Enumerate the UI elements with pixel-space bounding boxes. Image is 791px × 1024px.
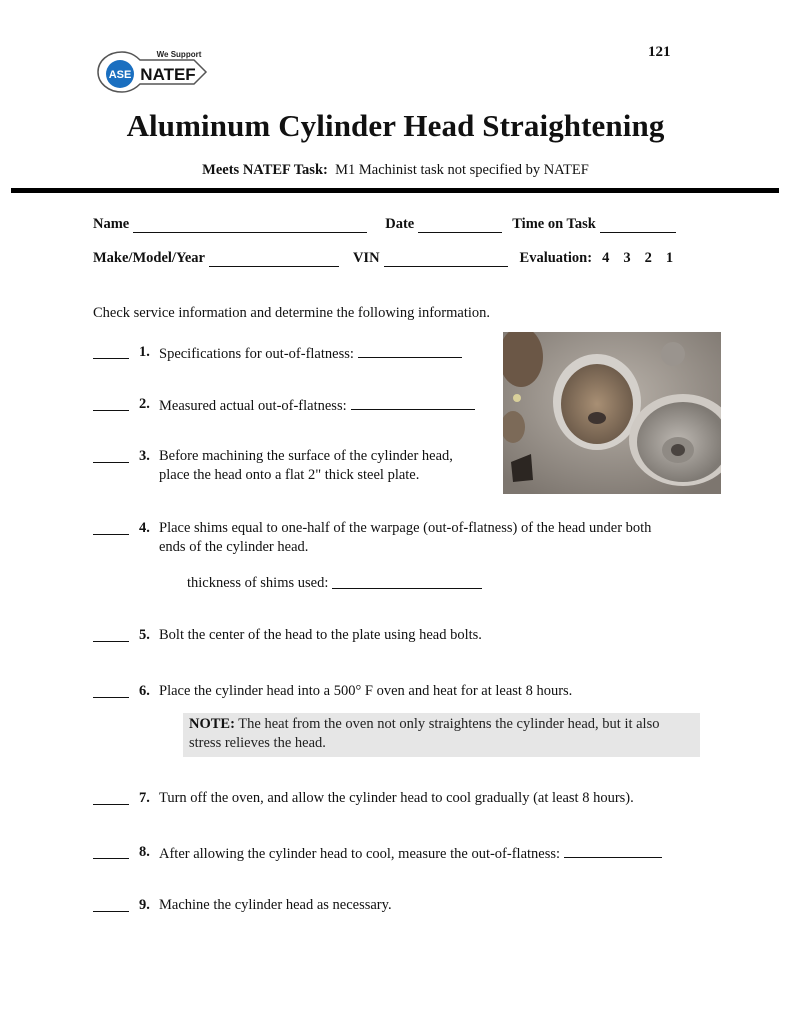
step-2-answer-field[interactable]: [351, 395, 475, 410]
evaluation-score-1[interactable]: 1: [665, 250, 674, 266]
step-8: [93, 843, 662, 864]
step-7: [93, 789, 634, 808]
step-5-number: 5.: [139, 627, 150, 643]
step-2-number: 2.: [139, 396, 150, 412]
note-label: NOTE:: [189, 716, 235, 732]
step-7-checkbox-line[interactable]: [93, 789, 129, 805]
natef-task-line: [0, 162, 791, 179]
evaluation-score-4[interactable]: 4: [602, 250, 610, 266]
step-6-checkbox-line[interactable]: [93, 682, 129, 698]
step-1-answer-field[interactable]: [358, 343, 462, 358]
step-8-text: After allowing the cylinder head to cool, measure the out-of-flatness:: [159, 846, 561, 862]
step-4-sub: [187, 574, 482, 593]
intro-text: Check service information and determine the following information.: [93, 305, 491, 321]
step-2: [93, 395, 475, 416]
name-field[interactable]: [133, 218, 367, 233]
svg-text:We Support: We Support: [156, 50, 202, 59]
date-field[interactable]: [418, 218, 502, 233]
task-label: Meets NATEF Task:: [202, 162, 328, 178]
vin-field[interactable]: [384, 252, 508, 267]
form-row-1: [93, 216, 676, 233]
make-model-year-field[interactable]: [209, 252, 339, 267]
step-7-text: Turn off the oven, and allow the cylinder head to cool gradually (at least 8 hours).: [159, 790, 634, 806]
page-number: 121: [648, 44, 671, 60]
step-5: [93, 626, 482, 645]
step-2-text: Measured actual out-of-flatness:: [159, 398, 347, 414]
step-9-checkbox-line[interactable]: [93, 896, 129, 912]
step-1-text: Specifications for out-of-flatness:: [159, 346, 354, 362]
shim-thickness-label: thickness of shims used:: [187, 575, 329, 591]
step-8-number: 8.: [139, 844, 150, 860]
note-box: [183, 713, 700, 757]
step-9: [93, 896, 392, 915]
step-2-checkbox-line[interactable]: [93, 395, 129, 411]
step-9-text: Machine the cylinder head as necessary.: [159, 897, 392, 913]
step-3-text-line-2: place the head onto a flat 2" thick steel plate.: [159, 467, 420, 483]
evaluation-score-3[interactable]: 3: [623, 250, 631, 266]
step-1-number: 1.: [139, 344, 150, 360]
cylinder-head-image-icon: [503, 332, 721, 494]
date-label: Date: [385, 216, 415, 232]
note-text: The heat from the oven not only straightens the cylinder head, but it also stress relieves the head.: [189, 716, 660, 751]
form-row-2: [93, 250, 673, 267]
step-9-number: 9.: [139, 897, 150, 913]
step-3: [93, 447, 453, 485]
step-8-answer-field[interactable]: [564, 843, 662, 858]
step-6-text: Place the cylinder head into a 500° F oven and heat for at least 8 hours.: [159, 683, 573, 699]
step-6-number: 6.: [139, 683, 150, 699]
time-on-task-field[interactable]: [600, 218, 676, 233]
step-4-text-line-2: ends of the cylinder head.: [159, 539, 309, 555]
task-value: M1 Machinist task not specified by NATEF: [335, 162, 589, 178]
cylinder-head-photo: [503, 332, 721, 494]
step-1: [93, 343, 462, 364]
svg-text:ASE: ASE: [108, 69, 132, 81]
step-5-text: Bolt the center of the head to the plate using head bolts.: [159, 627, 482, 643]
step-4-checkbox-line[interactable]: [93, 519, 129, 535]
shim-thickness-field[interactable]: [332, 574, 482, 589]
step-5-checkbox-line[interactable]: [93, 626, 129, 642]
time-on-task-label: Time on Task: [512, 216, 596, 232]
step-4: [93, 519, 651, 557]
step-1-checkbox-line[interactable]: [93, 343, 129, 359]
natef-key-icon: [94, 44, 214, 100]
make-model-year-label: Make/Model/Year: [93, 250, 205, 266]
name-label: Name: [93, 216, 130, 232]
step-3-text: Before machining the surface of the cylinder head,: [159, 448, 453, 464]
step-4-text: Place shims equal to one-half of the warpage (out-of-flatness) of the head under both: [159, 520, 652, 536]
svg-text:NATEF: NATEF: [140, 65, 196, 84]
step-7-number: 7.: [139, 790, 150, 806]
step-3-checkbox-line[interactable]: [93, 447, 129, 463]
step-4-number: 4.: [139, 520, 150, 536]
step-6: [93, 682, 572, 701]
step-8-checkbox-line[interactable]: [93, 843, 129, 859]
page-title: Aluminum Cylinder Head Straightening: [126, 108, 665, 143]
ase-natef-logo: [94, 44, 214, 100]
step-3-number: 3.: [139, 448, 150, 464]
vin-label: VIN: [352, 250, 380, 266]
evaluation-label: Evaluation:: [519, 250, 593, 266]
evaluation-score-2[interactable]: 2: [644, 250, 652, 266]
header-divider: [11, 188, 779, 193]
